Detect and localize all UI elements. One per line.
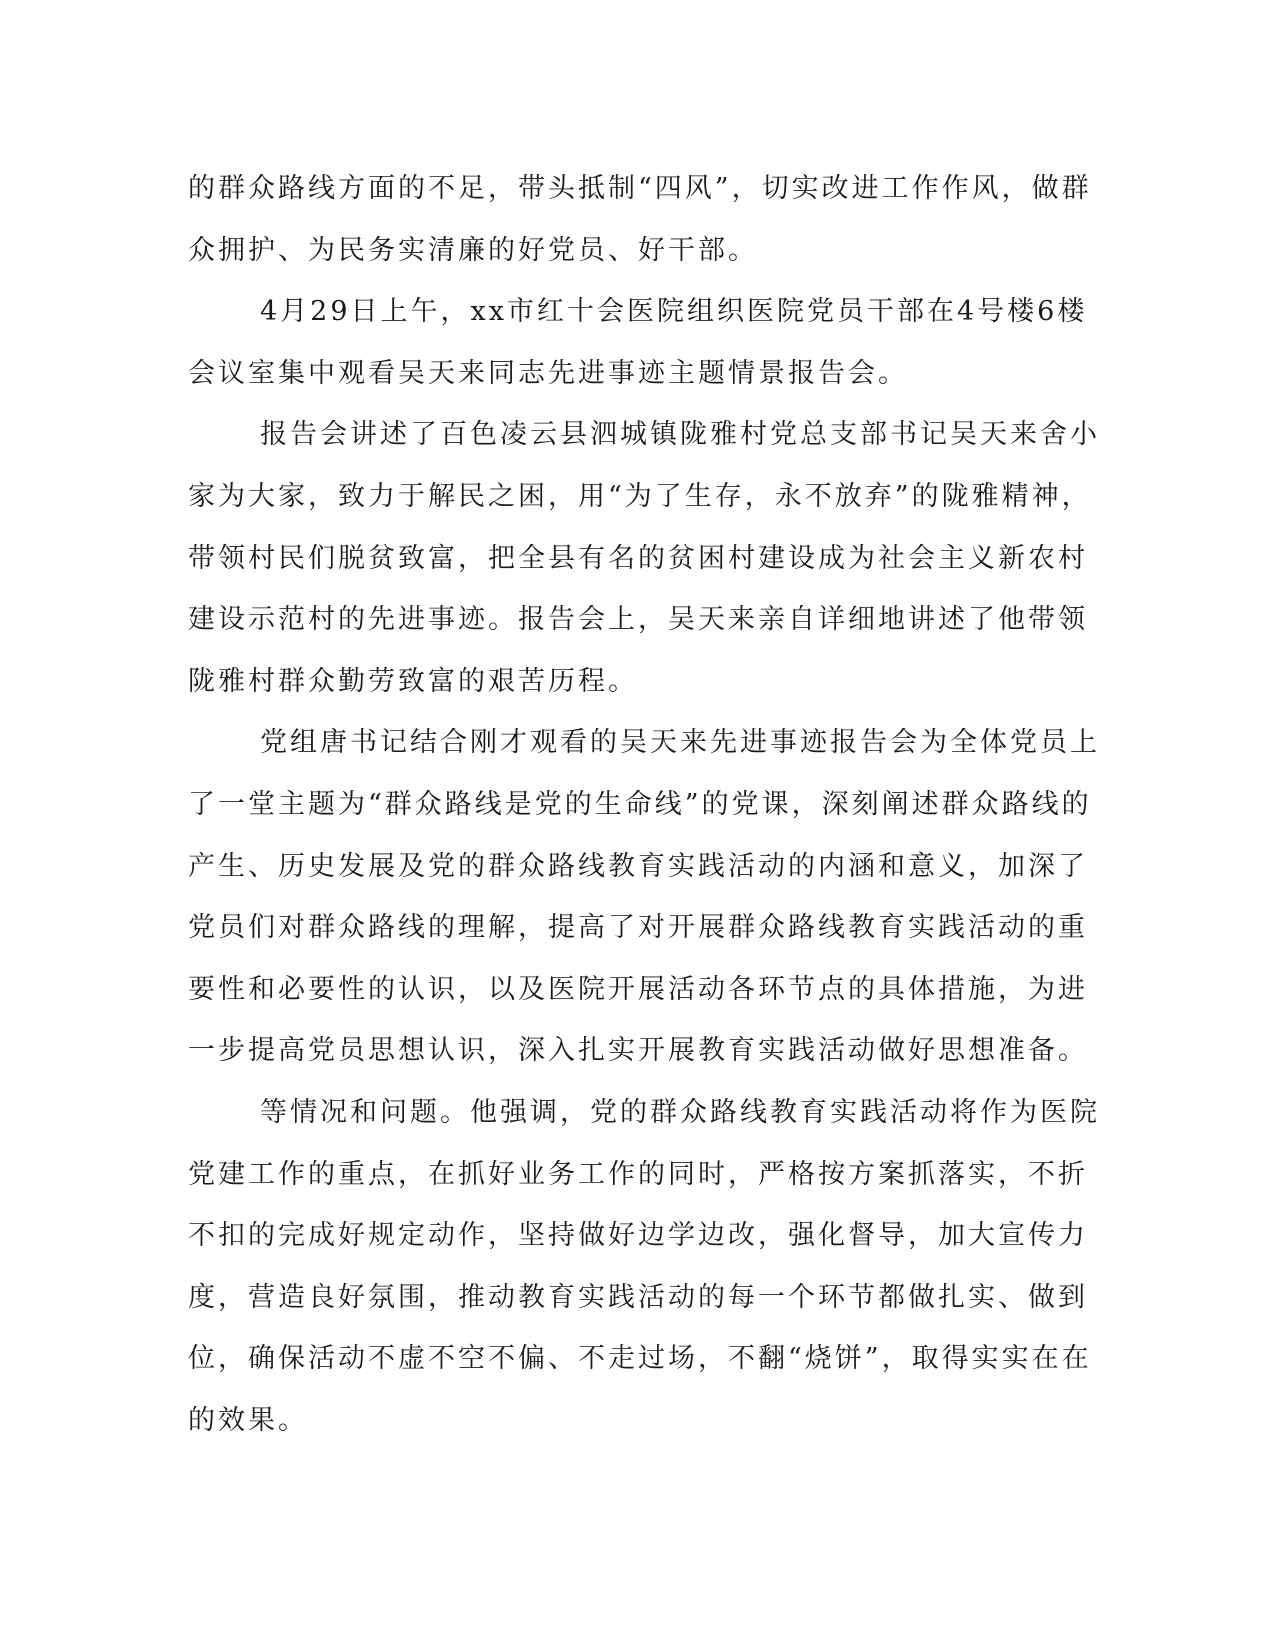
text-line: 的效果。 [188,1404,308,1436]
text-line: 众拥护、为民务实清廉的好党员、好干部。 [188,234,758,266]
text-line: 等情况和问题。他强调，党的群众路线教育实践活动将作为医院 [260,1096,1100,1128]
document-body [188,158,1100,1451]
text-line: 的群众路线方面的不足，带头抵制“四风”，切实改进工作作风，做群 [188,173,1092,204]
text-line: 4月29日上午，xx市红十会医院组织医院党员干部在4号楼6楼 [260,296,1088,328]
text-line: 一步提高党员思想认识，深入扎实开展教育实践活动做好思想准备。 [188,1035,1088,1067]
text-line: 要性和必要性的认识，以及医院开展活动各环节点的具体措施，为进 [188,973,1088,1005]
text-line: 建设示范村的先进事迹。报告会上，吴天来亲自详细地讲述了他带领 [188,604,1088,636]
paragraph-2 [188,281,1088,404]
text-line: 党组唐书记结合刚才观看的吴天来先进事迹报告会为全体党员上 [260,727,1100,759]
text-line: 报告会讲述了百色凌云县泗城镇陇雅村党总支部书记吴天来舍小 [260,419,1100,451]
text-line: 陇雅村群众勤劳致富的艰苦历程。 [188,665,638,697]
text-line: 带领村民们脱贫致富，把全县有名的贫困村建设成为社会主义新农村 [188,542,1088,574]
paragraph-1 [188,158,1092,281]
text-line: 家为大家，致力于解民之困，用“为了生存，永不放弃”的陇雅精神， [188,480,1092,512]
text-line: 了一堂主题为“群众路线是党的生命线”的党课，深刻阐述群众路线的 [188,788,1092,820]
text-line: 位，确保活动不虚不空不偏、不走过场，不翻“烧饼”，取得实实在在 [188,1343,1092,1375]
text-line: 会议室集中观看吴天来同志先进事迹主题情景报告会。 [188,357,908,389]
text-line: 党建工作的重点，在抓好业务工作的同时，严格按方案抓落实，不折 [188,1158,1088,1190]
text-line: 产生、历史发展及党的群众路线教育实践活动的内涵和意义，加深了 [188,850,1088,882]
text-line: 党员们对群众路线的理解，提高了对开展群众路线教育实践活动的重 [188,912,1088,944]
paragraph-4 [188,712,1100,1082]
paragraph-3 [188,404,1100,712]
paragraph-5 [188,1082,1100,1452]
text-line: 度，营造良好氛围，推动教育实践活动的每一个环节都做扎实、做到 [188,1281,1088,1313]
text-line: 不扣的完成好规定动作，坚持做好边学边改，强化督导，加大宣传力 [188,1220,1088,1252]
